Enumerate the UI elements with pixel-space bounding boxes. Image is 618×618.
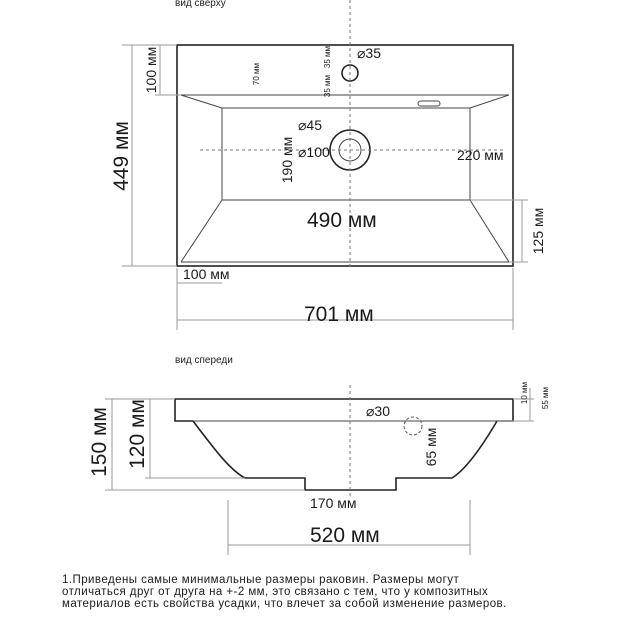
deck-height-label: 55 мм bbox=[541, 386, 550, 410]
bowl-right-wall bbox=[470, 95, 509, 262]
deck-offset-label: 70 мм bbox=[252, 62, 261, 86]
bowl-half-width-label: 220 мм bbox=[457, 147, 504, 163]
note-line-1: 1.Приведены самые минимальные размеры раковин. Размеры могут bbox=[62, 574, 460, 586]
overflow-drop-label: 65 мм bbox=[423, 427, 439, 467]
sink-outline-front bbox=[175, 399, 513, 490]
note-line-2: отличаться друг от друга на +-2 мм, это связано с тем, что у композитных bbox=[62, 586, 489, 598]
front-bowl-width-label: 520 мм bbox=[310, 524, 380, 547]
bottom-width-label: 170 мм bbox=[310, 495, 357, 511]
drain-outer-label: ⌀100 bbox=[298, 144, 330, 160]
faucet-hole-label: ⌀35 bbox=[357, 45, 382, 61]
drain-diameter-label: ⌀45 bbox=[298, 117, 323, 133]
overflow-slot bbox=[418, 101, 440, 106]
front-view-title: вид спереди bbox=[175, 355, 233, 366]
rim-thickness-label: 10 мм bbox=[520, 381, 529, 405]
drain-offset-label: 190 мм bbox=[279, 136, 295, 184]
front-edge-label: 125 мм bbox=[530, 207, 546, 255]
size-tolerance-note bbox=[62, 574, 582, 610]
overflow-hidden-circle bbox=[404, 417, 422, 435]
bowl-height-label: 120 мм bbox=[126, 399, 149, 469]
faucet-offset-a-label: 35 мм bbox=[323, 45, 332, 69]
bowl-left-wall bbox=[181, 95, 222, 262]
total-width-label: 701 мм bbox=[304, 303, 374, 326]
top-view-title: вид сверху bbox=[175, 0, 226, 9]
deck-depth-label: 100 мм bbox=[143, 46, 159, 94]
total-height-label: 150 мм bbox=[88, 407, 111, 477]
note-line-3: материалов есть свойства усадки, что влечет за собой изменение размеров. bbox=[62, 598, 507, 610]
depth-total-label: 449 мм bbox=[110, 121, 133, 191]
front-view-outline bbox=[175, 399, 513, 490]
bowl-width-label: 490 мм bbox=[307, 209, 377, 232]
front-drain-label: ⌀30 bbox=[366, 403, 391, 419]
faucet-offset-b-label: 35 мм bbox=[323, 74, 332, 98]
side-edge-label: 100 мм bbox=[183, 266, 230, 282]
